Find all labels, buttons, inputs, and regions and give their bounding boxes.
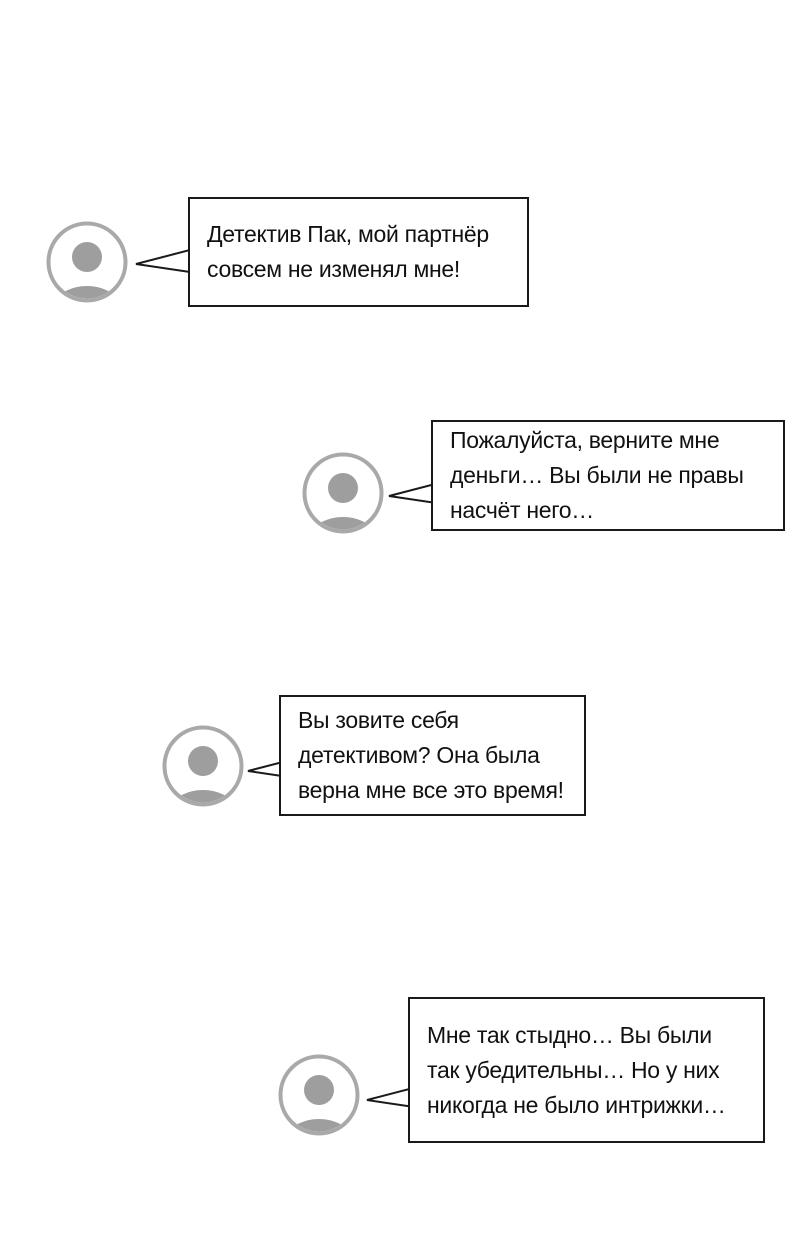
user-avatar-icon xyxy=(278,1054,360,1136)
user-avatar-icon xyxy=(302,452,384,534)
message-text: Вы зовите себя детективом? Она была верна мне все это время! xyxy=(298,707,564,803)
user-avatar-icon xyxy=(162,725,244,807)
message-text: Мне так стыдно… Вы были так убедительны… Но у них никогда не было интрижки… xyxy=(427,1021,726,1118)
message-text: Детектив Пак, мой партнёр совсем не изменял мне! xyxy=(207,221,489,282)
speech-bubble xyxy=(188,197,529,307)
speech-bubble xyxy=(279,695,586,816)
message-text: Пожалуйста, верните мне деньги… Вы были не правы насчёт него… xyxy=(450,427,744,523)
speech-bubble xyxy=(408,997,765,1143)
speech-bubble xyxy=(431,420,785,531)
speech-tail xyxy=(134,244,190,284)
user-avatar-icon xyxy=(46,221,128,303)
